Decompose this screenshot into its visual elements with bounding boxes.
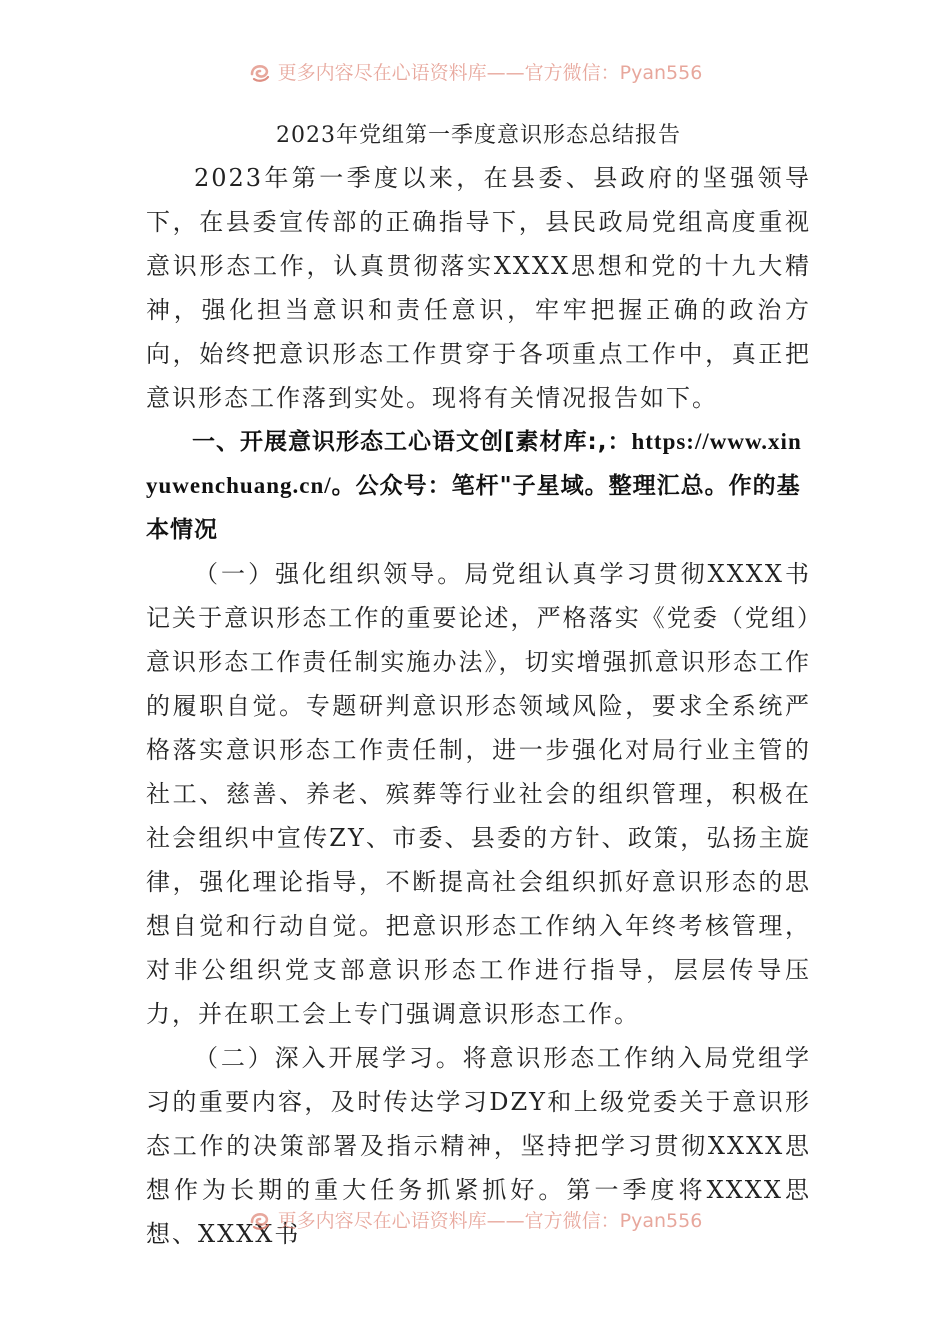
section-heading-prefix: 一、开展意识形态工心语文创[素材库:,： bbox=[192, 429, 632, 455]
intro-paragraph: 2023年第一季度以来，在县委、县政府的坚强领导下，在县委宣传部的正确指导下，县民政局党组高度重视意识形态工作，认真贯彻落实XXXX思想和党的十九大精神，强化担当意识和责任意识，牢牢把握正确的政治方向，始终把意识形态工作贯穿于各项重点工作中，真正把意识形态工作落到实处。现将有关情况报告如下。 bbox=[146, 164, 811, 412]
header-watermark bbox=[0, 58, 950, 92]
document-body bbox=[146, 116, 811, 1256]
section-heading-url: https://www.xinyuwenchuang.cn/ bbox=[146, 429, 802, 498]
document-title: 2023年党组第一季度意识形态总结报告 bbox=[276, 123, 681, 148]
section-heading-1 bbox=[146, 420, 811, 552]
paragraph-study: （二）深入开展学习。将意识形态工作纳入局党组学习的重要内容，及时传达学习DZY和上级党委关于意识形态工作的决策部署及指示精神，坚持把学习贯彻XXXX思想作为长期的重大任务抓紧抓好。第一季度将XXXX思想、XXXX书 bbox=[146, 1044, 811, 1248]
footer-watermark bbox=[0, 1206, 950, 1240]
paragraph-organization: （一）强化组织领导。局党组认真学习贯彻XXXX书记关于意识形态工作的重要论述，严格落实《党委（党组）意识形态工作责任制实施办法》，切实增强抓意识形态工作的履职自觉。专题研判意识形态领域风险，要求全系统严格落实意识形态工作责任制，进一步强化对局行业主管的社工、慈善、养老、殡葬等行业社会的组织管理，积极在社会组织中宣传ZY、市委、县委的方针、政策，弘扬主旋律，强化理论指导，不断提高社会组织抓好意识形态的思想自觉和行动自觉。把意识形态工作纳入年终考核管理，对非公组织党支部意识形态工作进行指导，层层传导压力，并在职工会上专门强调意识形态工作。 bbox=[146, 560, 811, 1028]
swirl-logo-icon bbox=[248, 1208, 272, 1232]
watermark-text: 更多内容尽在心语资料库——官方微信：Pyan556 bbox=[277, 1210, 703, 1232]
section-heading-suffix: 。公众号：笔杆"子星域。整理汇总。作的基本情况 bbox=[146, 473, 801, 543]
swirl-logo-icon bbox=[248, 60, 272, 84]
watermark-text: 更多内容尽在心语资料库——官方微信：Pyan556 bbox=[277, 62, 703, 84]
